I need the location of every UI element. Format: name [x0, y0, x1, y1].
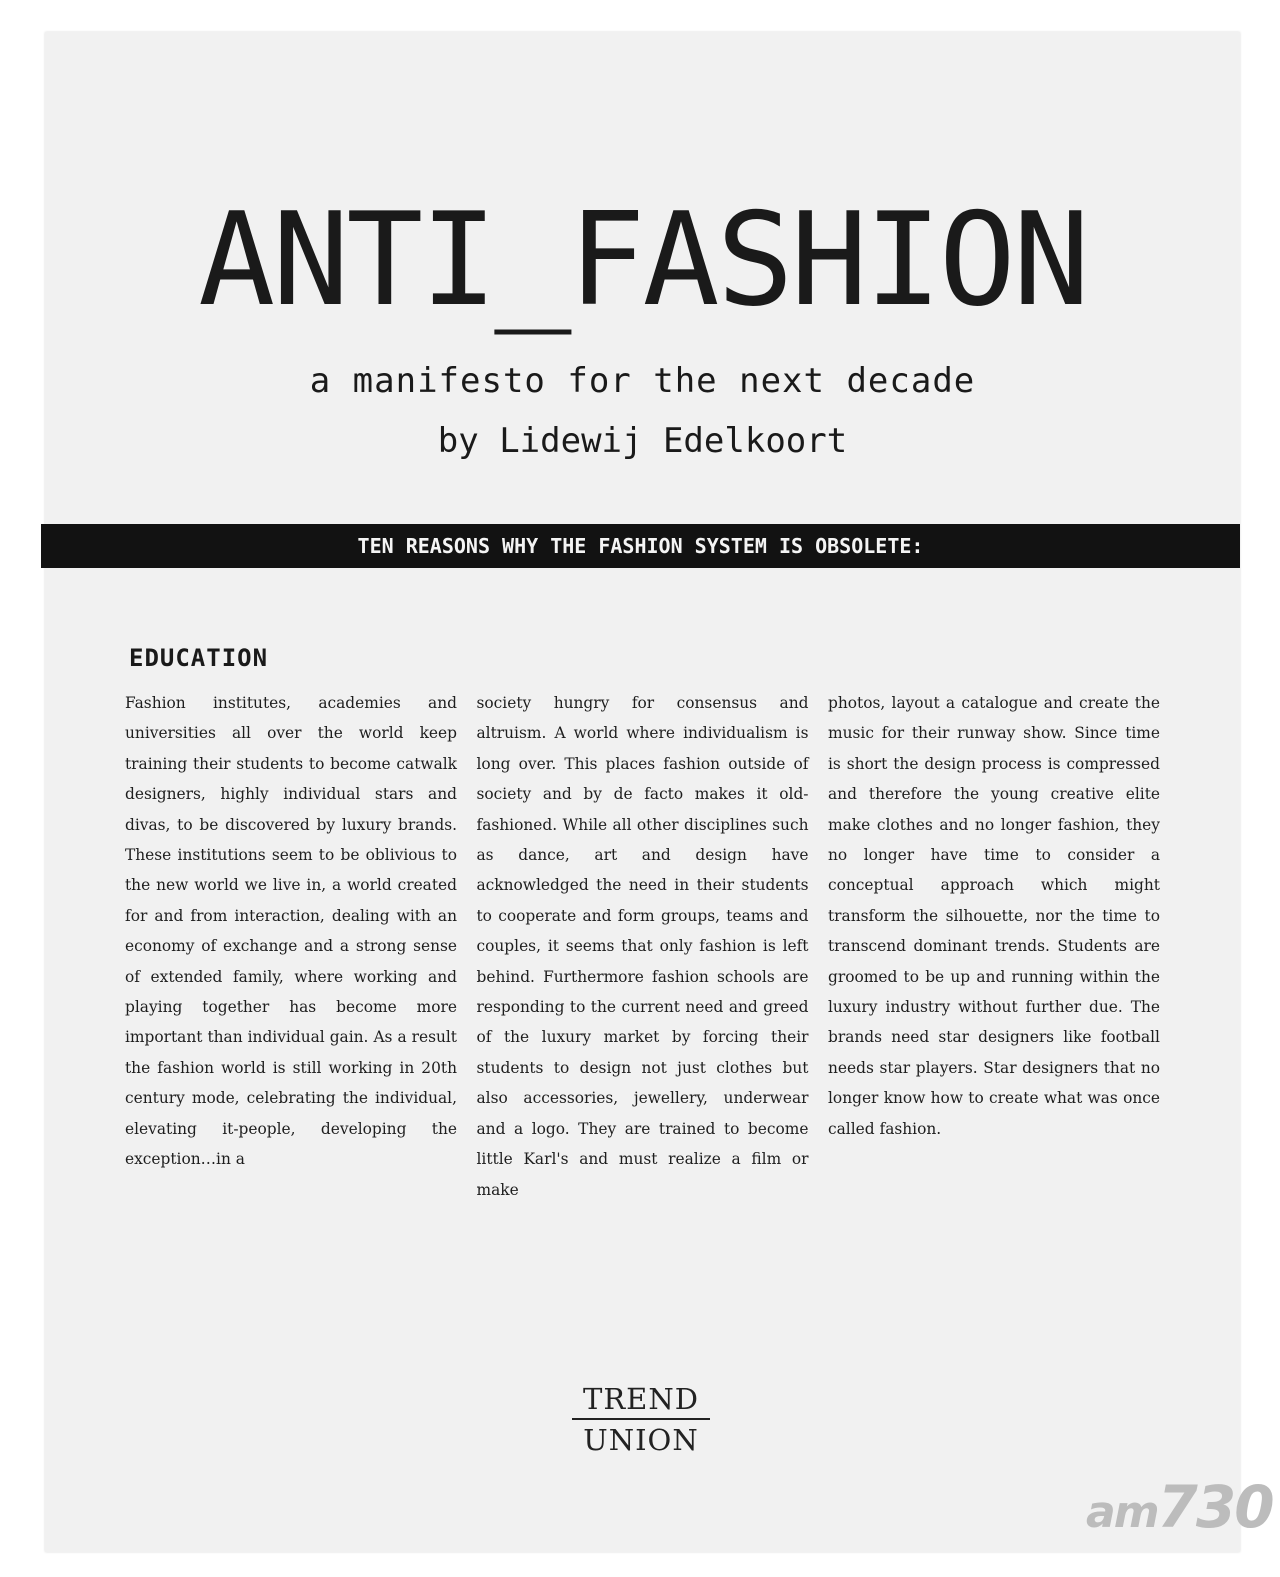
page-subtitle: a manifesto for the next decade: [309, 361, 976, 401]
logo-line-2: UNION: [583, 1423, 699, 1457]
manifesto-page: [45, 32, 1240, 1552]
body-paragraph: society hungry for consensus and altruism. A world where individualism is long over. This places fashion outside of society and by de facto makes it old-fashioned. While all other disciplines such as dance, art and design have acknowledged the need in their students to cooperate and form groups, teams and couples, it seems that only fashion is left behind. Furthermore fashion schools are responding to the current need and greed of the luxury market by forcing their students to design not just clothes but also accessories, jewellery, underwear and a logo. They are trained to become little Karl's and must realize a film or make: [476, 694, 809, 1199]
page-title: ANTI_FASHION: [198, 186, 1087, 335]
section-banner: [41, 524, 1240, 568]
text-column-2: [477, 688, 809, 1205]
watermark-part-2: 730: [1157, 1473, 1273, 1541]
text-column-3: [828, 688, 1160, 1205]
body-paragraph: photos, layout a catalogue and create the music for their runway show. Since time is short the design process is compressed and therefore the young creative elite make clothes and no longer fashion, they no longer have time to consider a conceptual approach which might transform the silhouette, nor the time to transcend dominant trends. Students are groomed to be up and running within the luxury industry without further due. The brands need star designers like football needs star players. Star designers that no longer know how to create what was once called fashion.: [828, 694, 1160, 1138]
logo-divider: [572, 1418, 710, 1420]
banner-text: TEN REASONS WHY THE FASHION SYSTEM IS OBSOLETE:: [357, 534, 924, 558]
trend-union-logo: [572, 1382, 710, 1457]
am730-watermark: [1086, 1473, 1273, 1541]
body-paragraph: Fashion institutes, academies and universities all over the world keep training their students to become catwalk designers, highly individual stars and divas, to be discovered by luxury brands. These institutions seem to be oblivious to the new world we live in, a world created for and from interaction, dealing with an economy of exchange and a strong sense of extended family, where working and playing together has become more important than individual gain. As a result the fashion world is still working in 20th century mode, celebrating the individual, elevating it-people, developing the exception…in a: [125, 694, 457, 1169]
author-byline: by Lidewij Edelkoort: [437, 421, 848, 461]
text-column-1: [125, 688, 457, 1205]
text-columns: [125, 688, 1160, 1205]
watermark-part-1: am: [1086, 1487, 1158, 1538]
section-heading: EDUCATION: [129, 644, 269, 672]
logo-line-1: TREND: [583, 1382, 699, 1416]
